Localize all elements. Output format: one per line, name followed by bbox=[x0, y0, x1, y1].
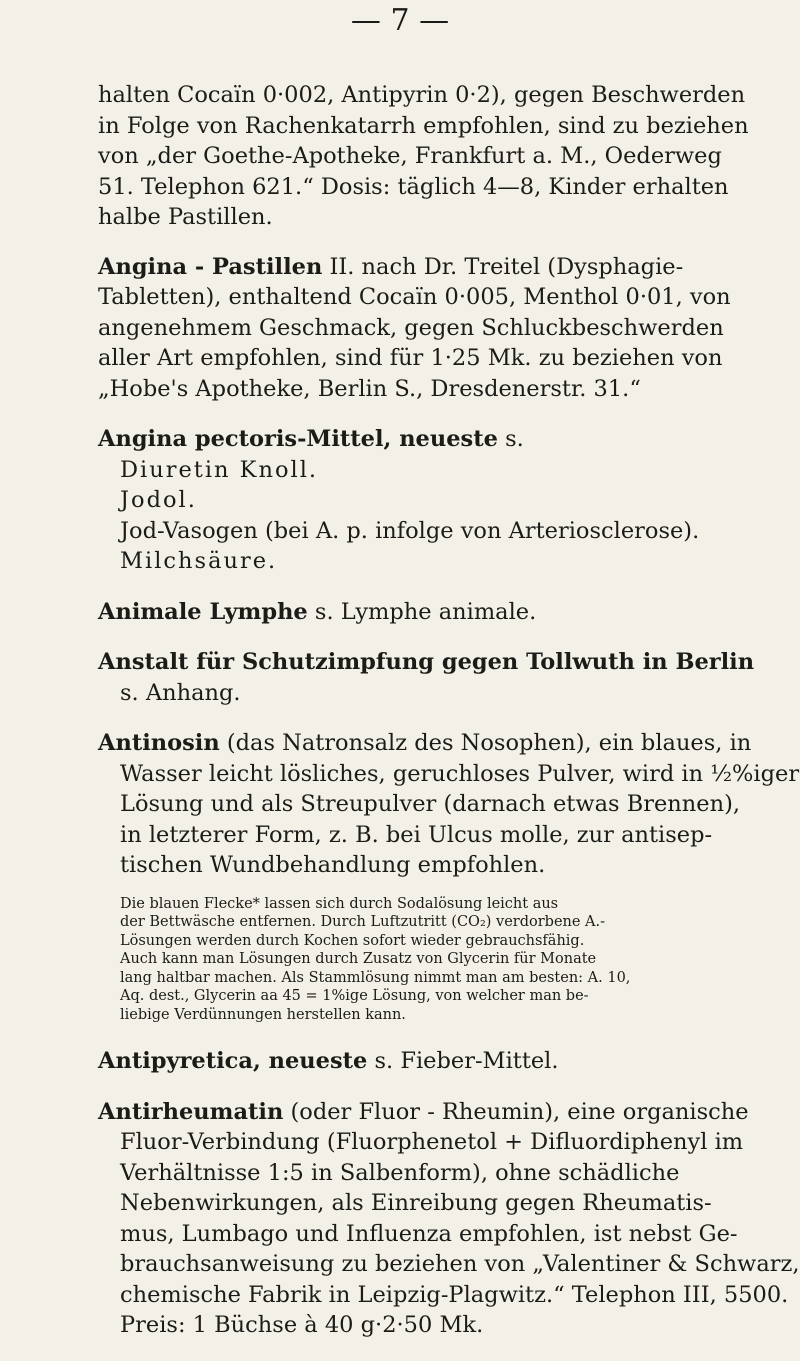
text-line: in Folge von Rachenkatarrh empfohlen, sind zu beziehen bbox=[98, 112, 749, 139]
text-line: Jodol. bbox=[120, 487, 197, 513]
entry-antipyretica bbox=[98, 1046, 726, 1077]
text-line: tischen Wundbehandlung empfohlen. bbox=[120, 852, 546, 878]
text-line: Jod-Vasogen (bei A. p. infolge von Arteriosclerose). bbox=[120, 517, 700, 544]
entry-headword: Antipyretica, neueste bbox=[98, 1048, 368, 1074]
text-line: Lösung und als Streupulver (darnach etwas Brennen), bbox=[120, 791, 741, 817]
entry-antirheumatin bbox=[98, 1097, 800, 1341]
text-line: s. bbox=[497, 426, 524, 452]
text-line: halten Cocaïn 0·002, Antipyrin 0·2), gegen Beschwerden bbox=[98, 82, 746, 108]
note-line: Auch kann man Lösungen durch Zusatz von Glycerin für Monate bbox=[120, 951, 597, 967]
entry-angina-pastillen bbox=[98, 252, 731, 405]
note-line: der Bettwäsche entfernen. Durch Luftzutritt (CO₂) verdorbene A.- bbox=[120, 914, 606, 930]
text-line: s. Lymphe animale. bbox=[307, 598, 537, 625]
entry-headword: Animale Lymphe bbox=[98, 598, 308, 625]
entry-continuation bbox=[98, 80, 749, 233]
text-line: Verhältnisse 1:5 in Salbenform), ohne schädliche bbox=[120, 1159, 680, 1186]
note-line: lang haltbar machen. Als Stammlösung nimmt man am besten: A. 10, bbox=[120, 969, 631, 986]
text-line: Diuretin Knoll. bbox=[120, 456, 319, 483]
note-line: liebige Verdünnungen herstellen kann. bbox=[120, 1006, 406, 1023]
entry-headword: Antinosin bbox=[98, 730, 220, 756]
text-line: s. Fieber-Mittel. bbox=[367, 1048, 559, 1074]
text-line: aller Art empfohlen, sind für 1·25 Mk. zu beziehen von bbox=[98, 345, 723, 371]
entry-headword: Antirheumatin bbox=[98, 1098, 284, 1125]
note-line: Lösungen werden durch Kochen sofort wieder gebrauchsfähig. bbox=[120, 932, 585, 949]
text-line: von „der Goethe-Apotheke, Frankfurt a. M., Oederweg bbox=[98, 143, 722, 169]
page-number: — 7 — bbox=[350, 3, 450, 38]
entry-anstalt bbox=[98, 647, 755, 708]
text-line: (das Natronsalz des Nosophen), ein blaues, in bbox=[219, 730, 752, 756]
text-line: (oder Fluor - Rheumin), eine organische bbox=[283, 1098, 749, 1125]
text-line: Tabletten), enthaltend Cocaïn 0·005, Menthol 0·01, von bbox=[98, 284, 731, 310]
text-line: Preis: 1 Büchse à 40 g·2·50 Mk. bbox=[120, 1312, 484, 1338]
entry-headword: Angina - Pastillen bbox=[98, 253, 323, 280]
footnote-block bbox=[98, 895, 726, 1025]
text-line: s. Anhang. bbox=[120, 679, 241, 706]
text-line: 51. Telephon 621.“ Dosis: täglich 4—8, Kinder erhalten bbox=[98, 173, 729, 200]
text-line: halbe Pastillen. bbox=[98, 204, 273, 230]
entry-antinosin bbox=[98, 728, 800, 881]
text-line: chemische Fabrik in Leipzig-Plagwitz.“ Telephon III, 5500. bbox=[120, 1281, 789, 1308]
text-line: Wasser leicht lösliches, geruchloses Pulver, wird in ½%iger bbox=[120, 760, 800, 787]
note-line: Die blauen Flecke* lassen sich durch Sodalösung leicht aus bbox=[120, 895, 559, 912]
entry-headword: Anstalt für Schutzimpfung gegen Tollwuth in Berlin bbox=[98, 649, 755, 675]
text-line: Fluor-Verbindung (Fluorphenetol + Difluordiphenyl im bbox=[120, 1129, 744, 1155]
text-line: Milchsäure. bbox=[120, 548, 278, 574]
text-line: brauchsanweisung zu beziehen von „Valentiner & Schwarz, bbox=[120, 1251, 800, 1277]
text-column bbox=[98, 80, 800, 1361]
text-line: mus, Lumbago und Influenza empfohlen, ist nebst Ge- bbox=[120, 1220, 738, 1247]
text-line: angenehmem Geschmack, gegen Schluckbeschwerden bbox=[98, 314, 724, 341]
note-line: Aq. dest., Glycerin aa 45 = 1%ige Lösung, von welcher man be- bbox=[120, 988, 589, 1004]
entry-headword: Angina pectoris-Mittel, neueste bbox=[98, 426, 498, 452]
text-line: „Hobe's Apotheke, Berlin S., Dresdenerstr. 31.“ bbox=[98, 375, 641, 402]
text-line: in letzterer Form, z. B. bei Ulcus molle, zur antisep- bbox=[120, 821, 713, 848]
entry-animale-lymphe bbox=[98, 597, 726, 628]
text-line: Nebenwirkungen, als Einreibung gegen Rheumatis- bbox=[120, 1190, 712, 1216]
text-line: II. nach Dr. Treitel (Dysphagie- bbox=[322, 253, 684, 280]
entry-angina-pectoris bbox=[98, 424, 726, 577]
